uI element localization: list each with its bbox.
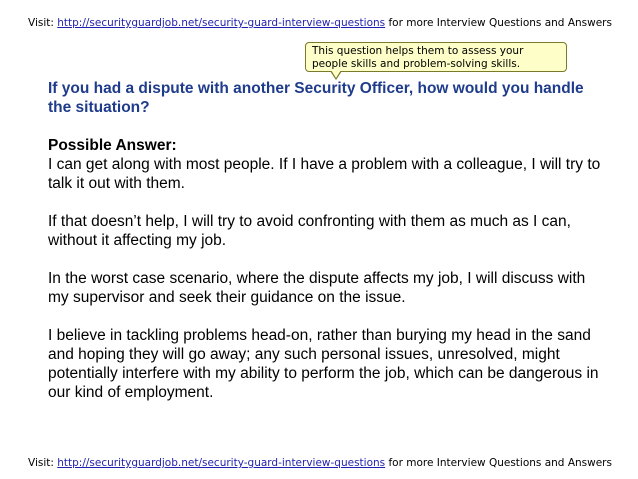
- answer-paragraph-2: If that doesn’t help, I will try to avoid confronting with them as much as I can, without it affecting my job.: [48, 213, 571, 249]
- footer-visit-prefix: Visit:: [28, 457, 58, 469]
- answer-paragraph-4: I believe in tackling problems head-on, rather than burying my head in the sand and hoping they will go away; any such personal issues, unresolved, might potentially interfere with my ability to perform the job, which can be dangerous in our kind of employment.: [48, 327, 599, 401]
- interview-question: If you had a dispute with another Security Officer, how would you handle the situation?: [48, 80, 584, 116]
- answer-paragraph-3: In the worst case scenario, where the dispute affects my job, I will discuss with my supervisor and seek their guidance on the issue.: [48, 270, 586, 306]
- answer-heading: Possible Answer:: [48, 137, 177, 154]
- footer-visit-line: [28, 457, 628, 469]
- header-link[interactable]: http://securityguardjob.net/security-guard-interview-questions: [57, 17, 386, 29]
- callout-note: [305, 42, 567, 72]
- callout-text: This question helps them to assess your people skills and problem-solving skills.: [312, 45, 524, 70]
- footer-link[interactable]: http://securityguardjob.net/security-guard-interview-questions: [57, 457, 386, 469]
- header-visit-prefix: Visit:: [28, 17, 58, 29]
- main-content: [48, 79, 608, 421]
- header-visit-line: [28, 17, 628, 29]
- footer-visit-suffix: for more Interview Questions and Answers: [385, 457, 612, 469]
- header-visit-suffix: for more Interview Questions and Answers: [385, 17, 612, 29]
- answer-paragraph-1: I can get along with most people. If I have a problem with a colleague, I will try to talk it out with them.: [48, 156, 601, 192]
